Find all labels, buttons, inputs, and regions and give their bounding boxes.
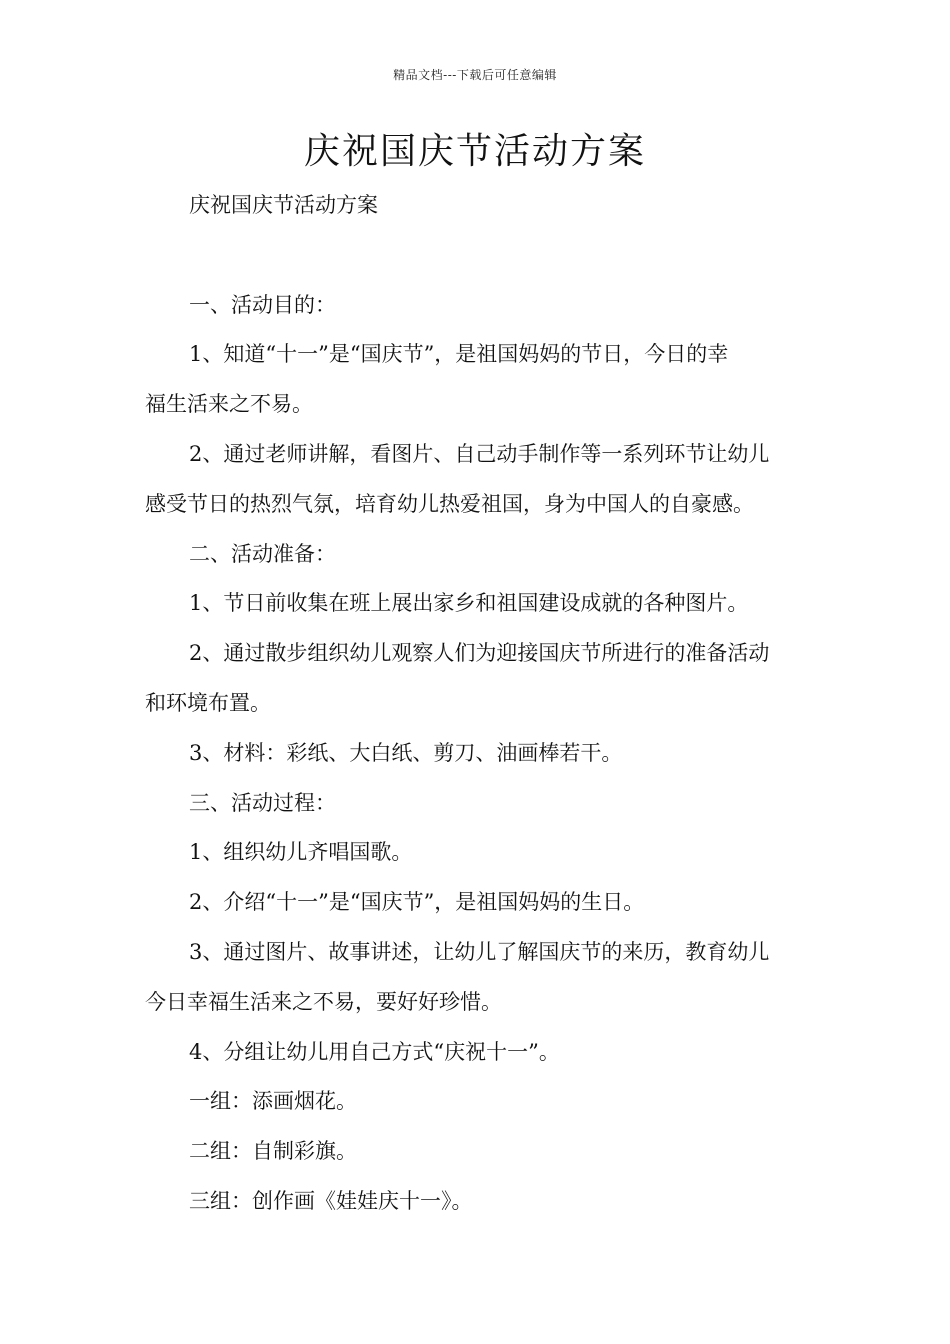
paragraph-line: 今日幸福生活来之不易，要好好珍惜。 xyxy=(145,989,502,1014)
header-note: 精品文档---下载后可任意编辑 xyxy=(393,68,557,82)
paragraph-line: 福生活来之不易。 xyxy=(145,392,313,417)
section-heading-preparation: 二、活动准备： xyxy=(189,541,336,566)
paragraph-line: 3、通过图片、故事讲述，让幼儿了解国庆节的来历，教育幼儿 xyxy=(189,939,770,964)
group-item-3: 三组：创作画《娃娃庆十一》。 xyxy=(189,1188,473,1213)
paragraph-line: 1、节日前收集在班上展出家乡和祖国建设成就的各种图片。 xyxy=(189,591,749,616)
paragraph-line: 3、材料：彩纸、大白纸、剪刀、油画棒若干。 xyxy=(189,740,623,765)
paragraph-line: 1、知道“十一”是“国庆节”，是祖国妈妈的节日，今日的幸 xyxy=(189,342,729,367)
blank-line xyxy=(145,231,810,281)
paragraph-line: 2、介绍“十一”是“国庆节”，是祖国妈妈的生日。 xyxy=(189,890,645,915)
subtitle-line: 庆祝国庆节活动方案 xyxy=(189,193,378,217)
group-item-1: 一组：添画烟花。 xyxy=(189,1089,357,1114)
paragraph-line: 1、组织幼儿齐唱国歌。 xyxy=(189,840,413,865)
paragraph-line: 4、分组让幼儿用自己方式“庆祝十一”。 xyxy=(189,1039,560,1064)
document-body xyxy=(145,181,810,1227)
document-title: 庆祝国庆节活动方案 xyxy=(303,131,646,172)
group-item-2: 二组：自制彩旗。 xyxy=(189,1139,357,1164)
section-heading-process: 三、活动过程： xyxy=(189,790,336,815)
section-heading-purpose: 一、活动目的： xyxy=(189,292,336,317)
paragraph-line: 和环境布置。 xyxy=(145,690,271,715)
paragraph-line: 感受节日的热烈气氛，培育幼儿热爱祖国，身为中国人的自豪感。 xyxy=(145,491,754,516)
paragraph-line: 2、通过老师讲解，看图片、自己动手制作等一系列环节让幼儿 xyxy=(189,441,770,466)
paragraph-line: 2、通过散步组织幼儿观察人们为迎接国庆节所进行的准备活动 xyxy=(189,641,770,666)
